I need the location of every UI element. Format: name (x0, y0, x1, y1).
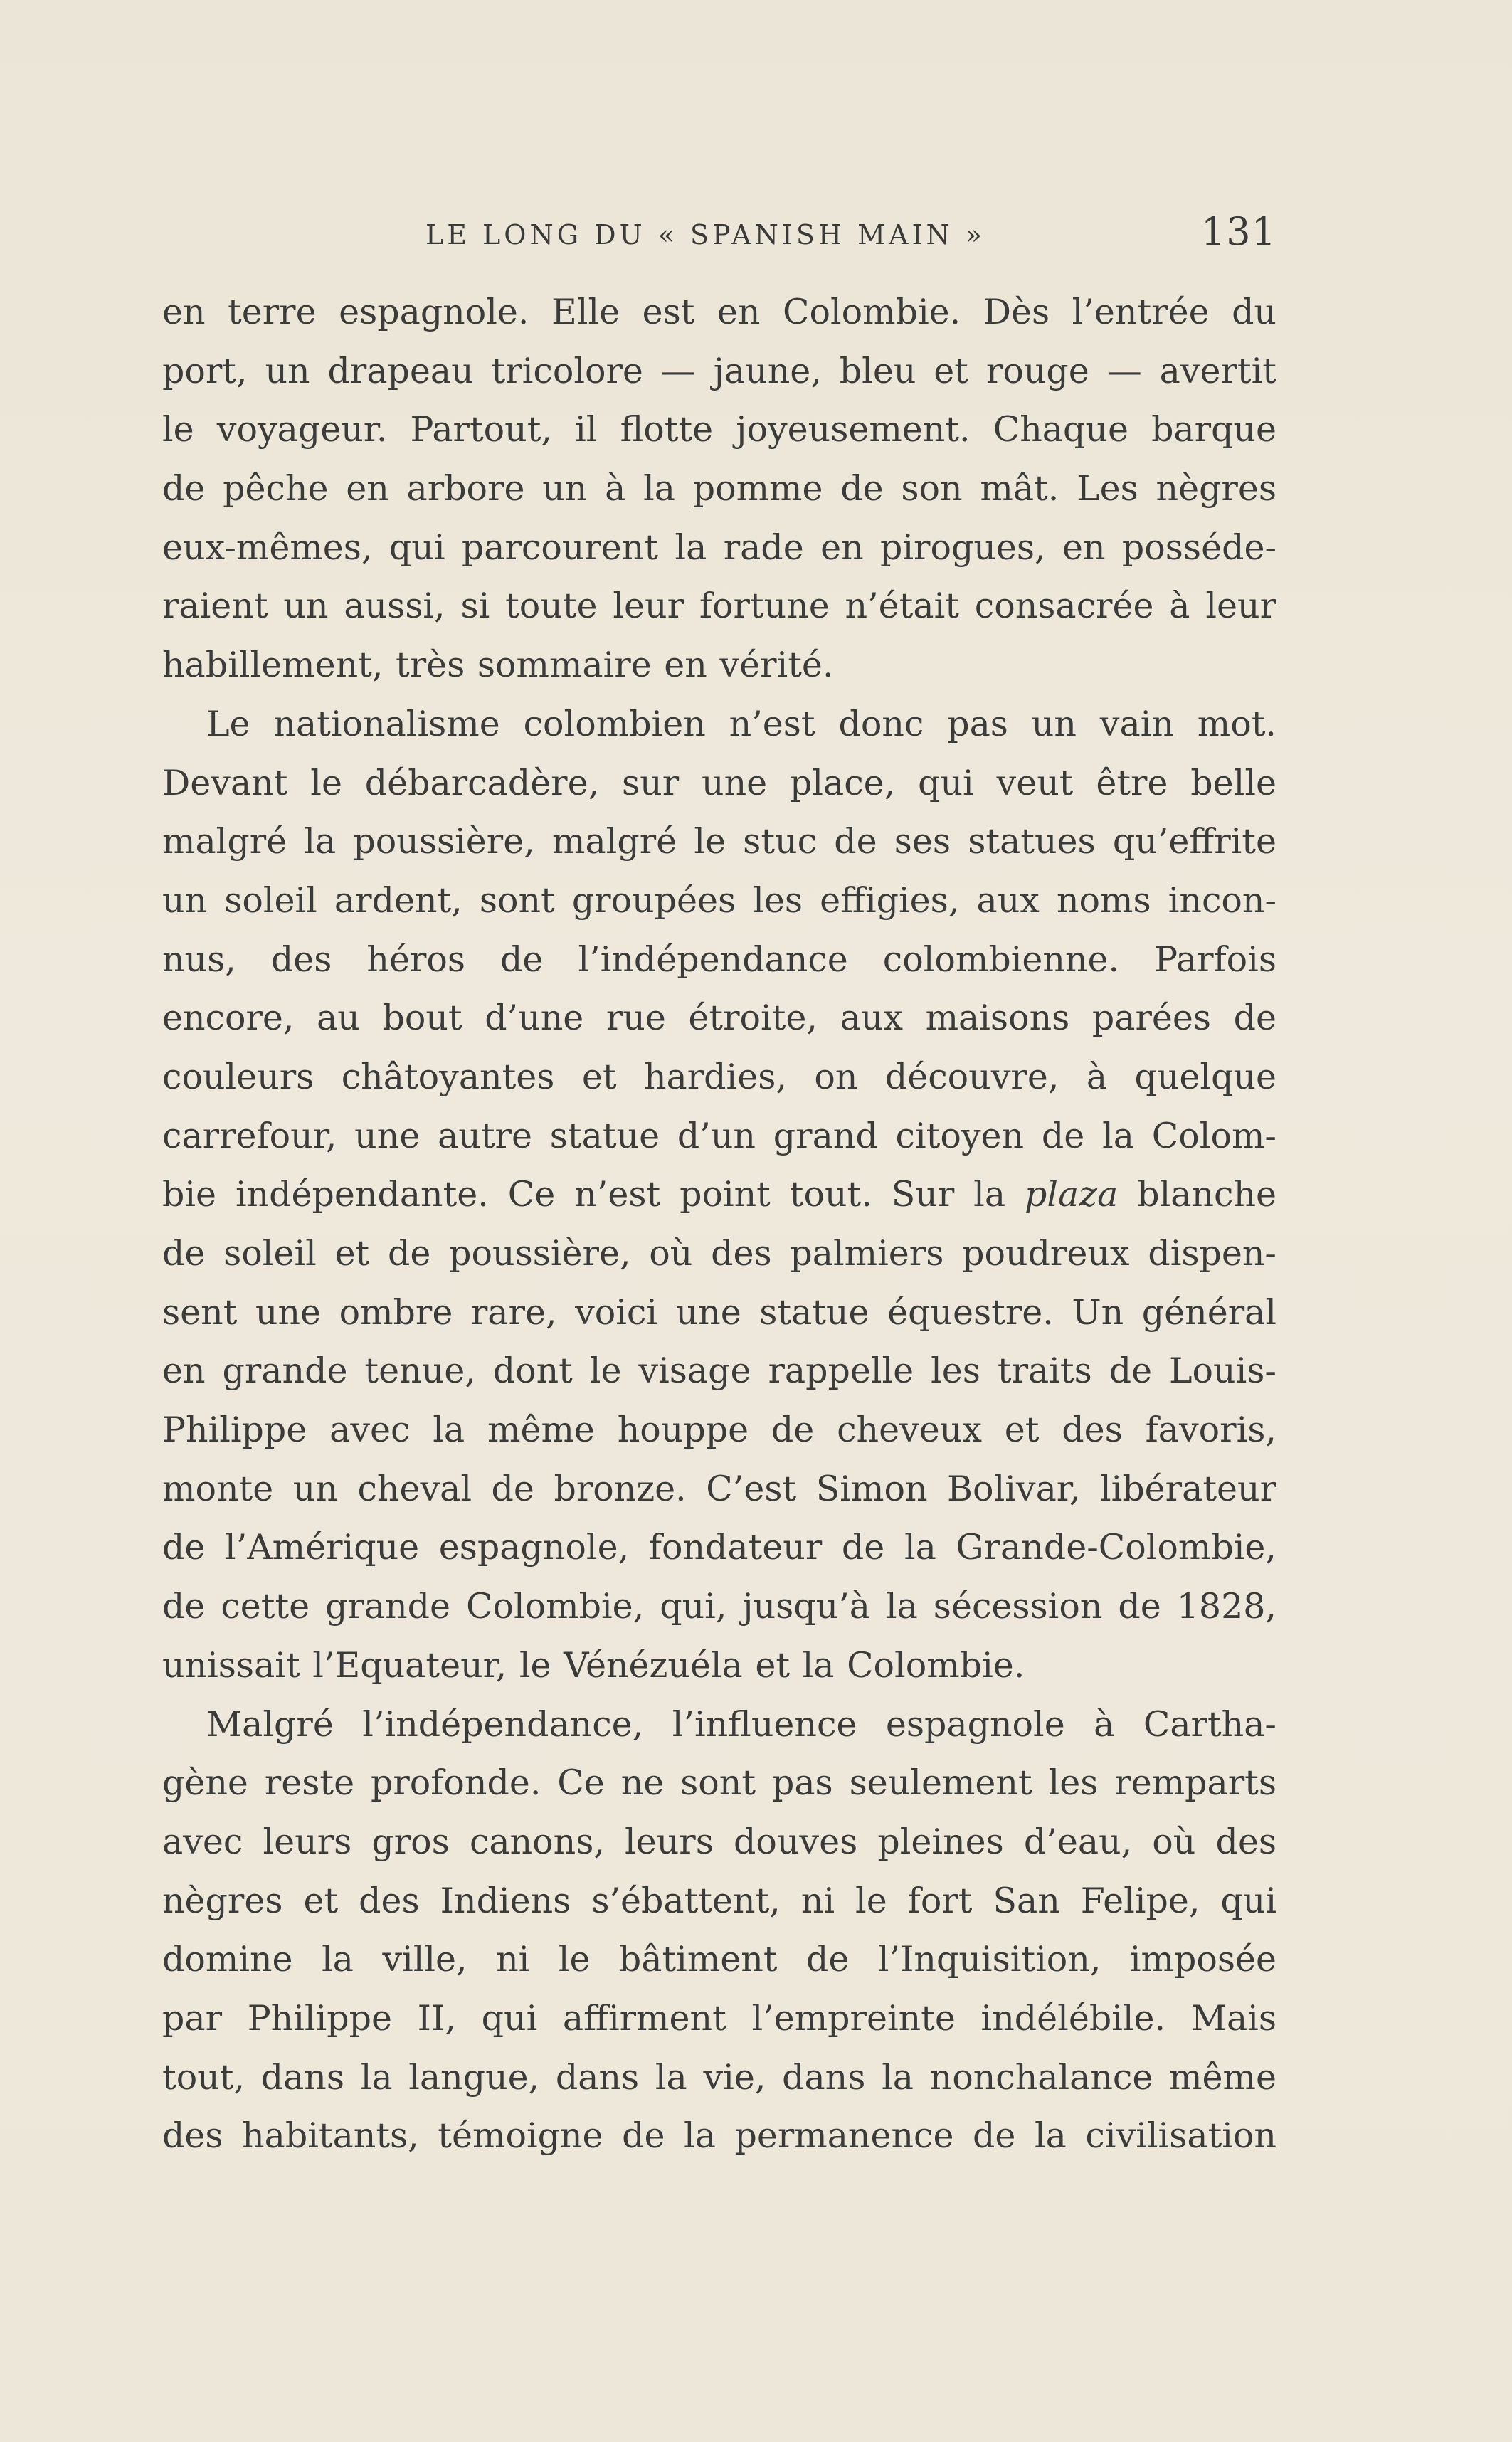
text-line: tout, dans la langue, dans la vie, dans la nonchalance même (162, 2056, 1276, 2098)
text-line: de soleil et de poussière, où des palmiers poudreux dispen- (162, 1233, 1276, 1274)
text-line: sent une ombre rare, voici une statue équestre. Un général (162, 1291, 1276, 1333)
text-line: carrefour, une autre statue d’un grand citoyen de la Colom- (162, 1115, 1276, 1156)
text-line: monte un cheval de bronze. C’est Simon Bolivar, libérateur (162, 1468, 1276, 1509)
text-line: avec leurs gros canons, leurs douves pleines d’eau, où des (162, 1821, 1276, 1862)
running-title: LE LONG DU « SPANISH MAIN » (425, 219, 986, 250)
text-line: encore, au bout d’une rue étroite, aux maisons parées de (162, 998, 1276, 1039)
text-line: couleurs châtoyantes et hardies, on découvre, à quelque (162, 1056, 1276, 1097)
text-line: de l’Amérique espagnole, fondateur de la Grande-Colombie, (162, 1527, 1276, 1568)
text-line: Malgré l’indépendance, l’influence espagnole à Cartha- (206, 1703, 1276, 1745)
text-line: malgré la poussière, malgré le stuc de ses statues qu’effrite (162, 821, 1276, 862)
text-line: domine la ville, ni le bâtiment de l’Inquisition, imposée (162, 1939, 1276, 1980)
body-text (162, 283, 1276, 2166)
running-head (162, 205, 1276, 269)
page-number: 131 (1200, 209, 1276, 254)
text-line: port, un drapeau tricolore — jaune, bleu et rouge — avertit (162, 350, 1276, 391)
text-line: par Philippe II, qui affirment l’empreinte indélébile. Mais (162, 1997, 1276, 2039)
text-line-with-italic (162, 1166, 1276, 1225)
text-segment: blanche (1137, 1174, 1276, 1215)
text-line: des habitants, témoigne de la permanence de la civilisation (162, 2115, 1276, 2157)
text-line: nègres et des Indiens s’ébattent, ni le fort San Felipe, qui (162, 1880, 1276, 1921)
text-line: le voyageur. Partout, il flotte joyeusement. Chaque barque (162, 409, 1276, 450)
text-line: nus, des héros de l’indépendance colombienne. Parfois (162, 939, 1276, 980)
text-line: eux-mêmes, qui parcourent la rade en pirogues, en posséde- (162, 527, 1276, 568)
text-line: Philippe avec la même houppe de cheveux et des favoris, (162, 1410, 1276, 1451)
text-line: en grande tenue, dont le visage rappelle les traits de Louis- (162, 1350, 1276, 1392)
italic-word: plaza (1025, 1174, 1119, 1215)
text-line: en terre espagnole. Elle est en Colombie. Dès l’entrée du (162, 292, 1276, 332)
text-line: de pêche en arbore un à la pomme de son mât. Les nègres (162, 468, 1276, 509)
text-line: habillement, très sommaire en vérité. (162, 645, 834, 686)
text-line: Le nationalisme colombien n’est donc pas un vain mot. (206, 703, 1276, 744)
text-line: Devant le débarcadère, sur une place, qui veut être belle (162, 762, 1276, 803)
text-segment: bie indépendante. Ce n’est point tout. Sur la (162, 1174, 1006, 1215)
text-line: raient un aussi, si toute leur fortune n’était consacrée à leur (162, 586, 1276, 627)
text-line: unissait l’Equateur, le Vénézuéla et la Colombie. (162, 1644, 1025, 1686)
text-line: de cette grande Colombie, qui, jusqu’à la sécession de 1828, (162, 1586, 1276, 1627)
text-line: gène reste profonde. Ce ne sont pas seulement les remparts (162, 1762, 1276, 1804)
text-line: un soleil ardent, sont groupées les effigies, aux noms incon- (162, 879, 1276, 921)
